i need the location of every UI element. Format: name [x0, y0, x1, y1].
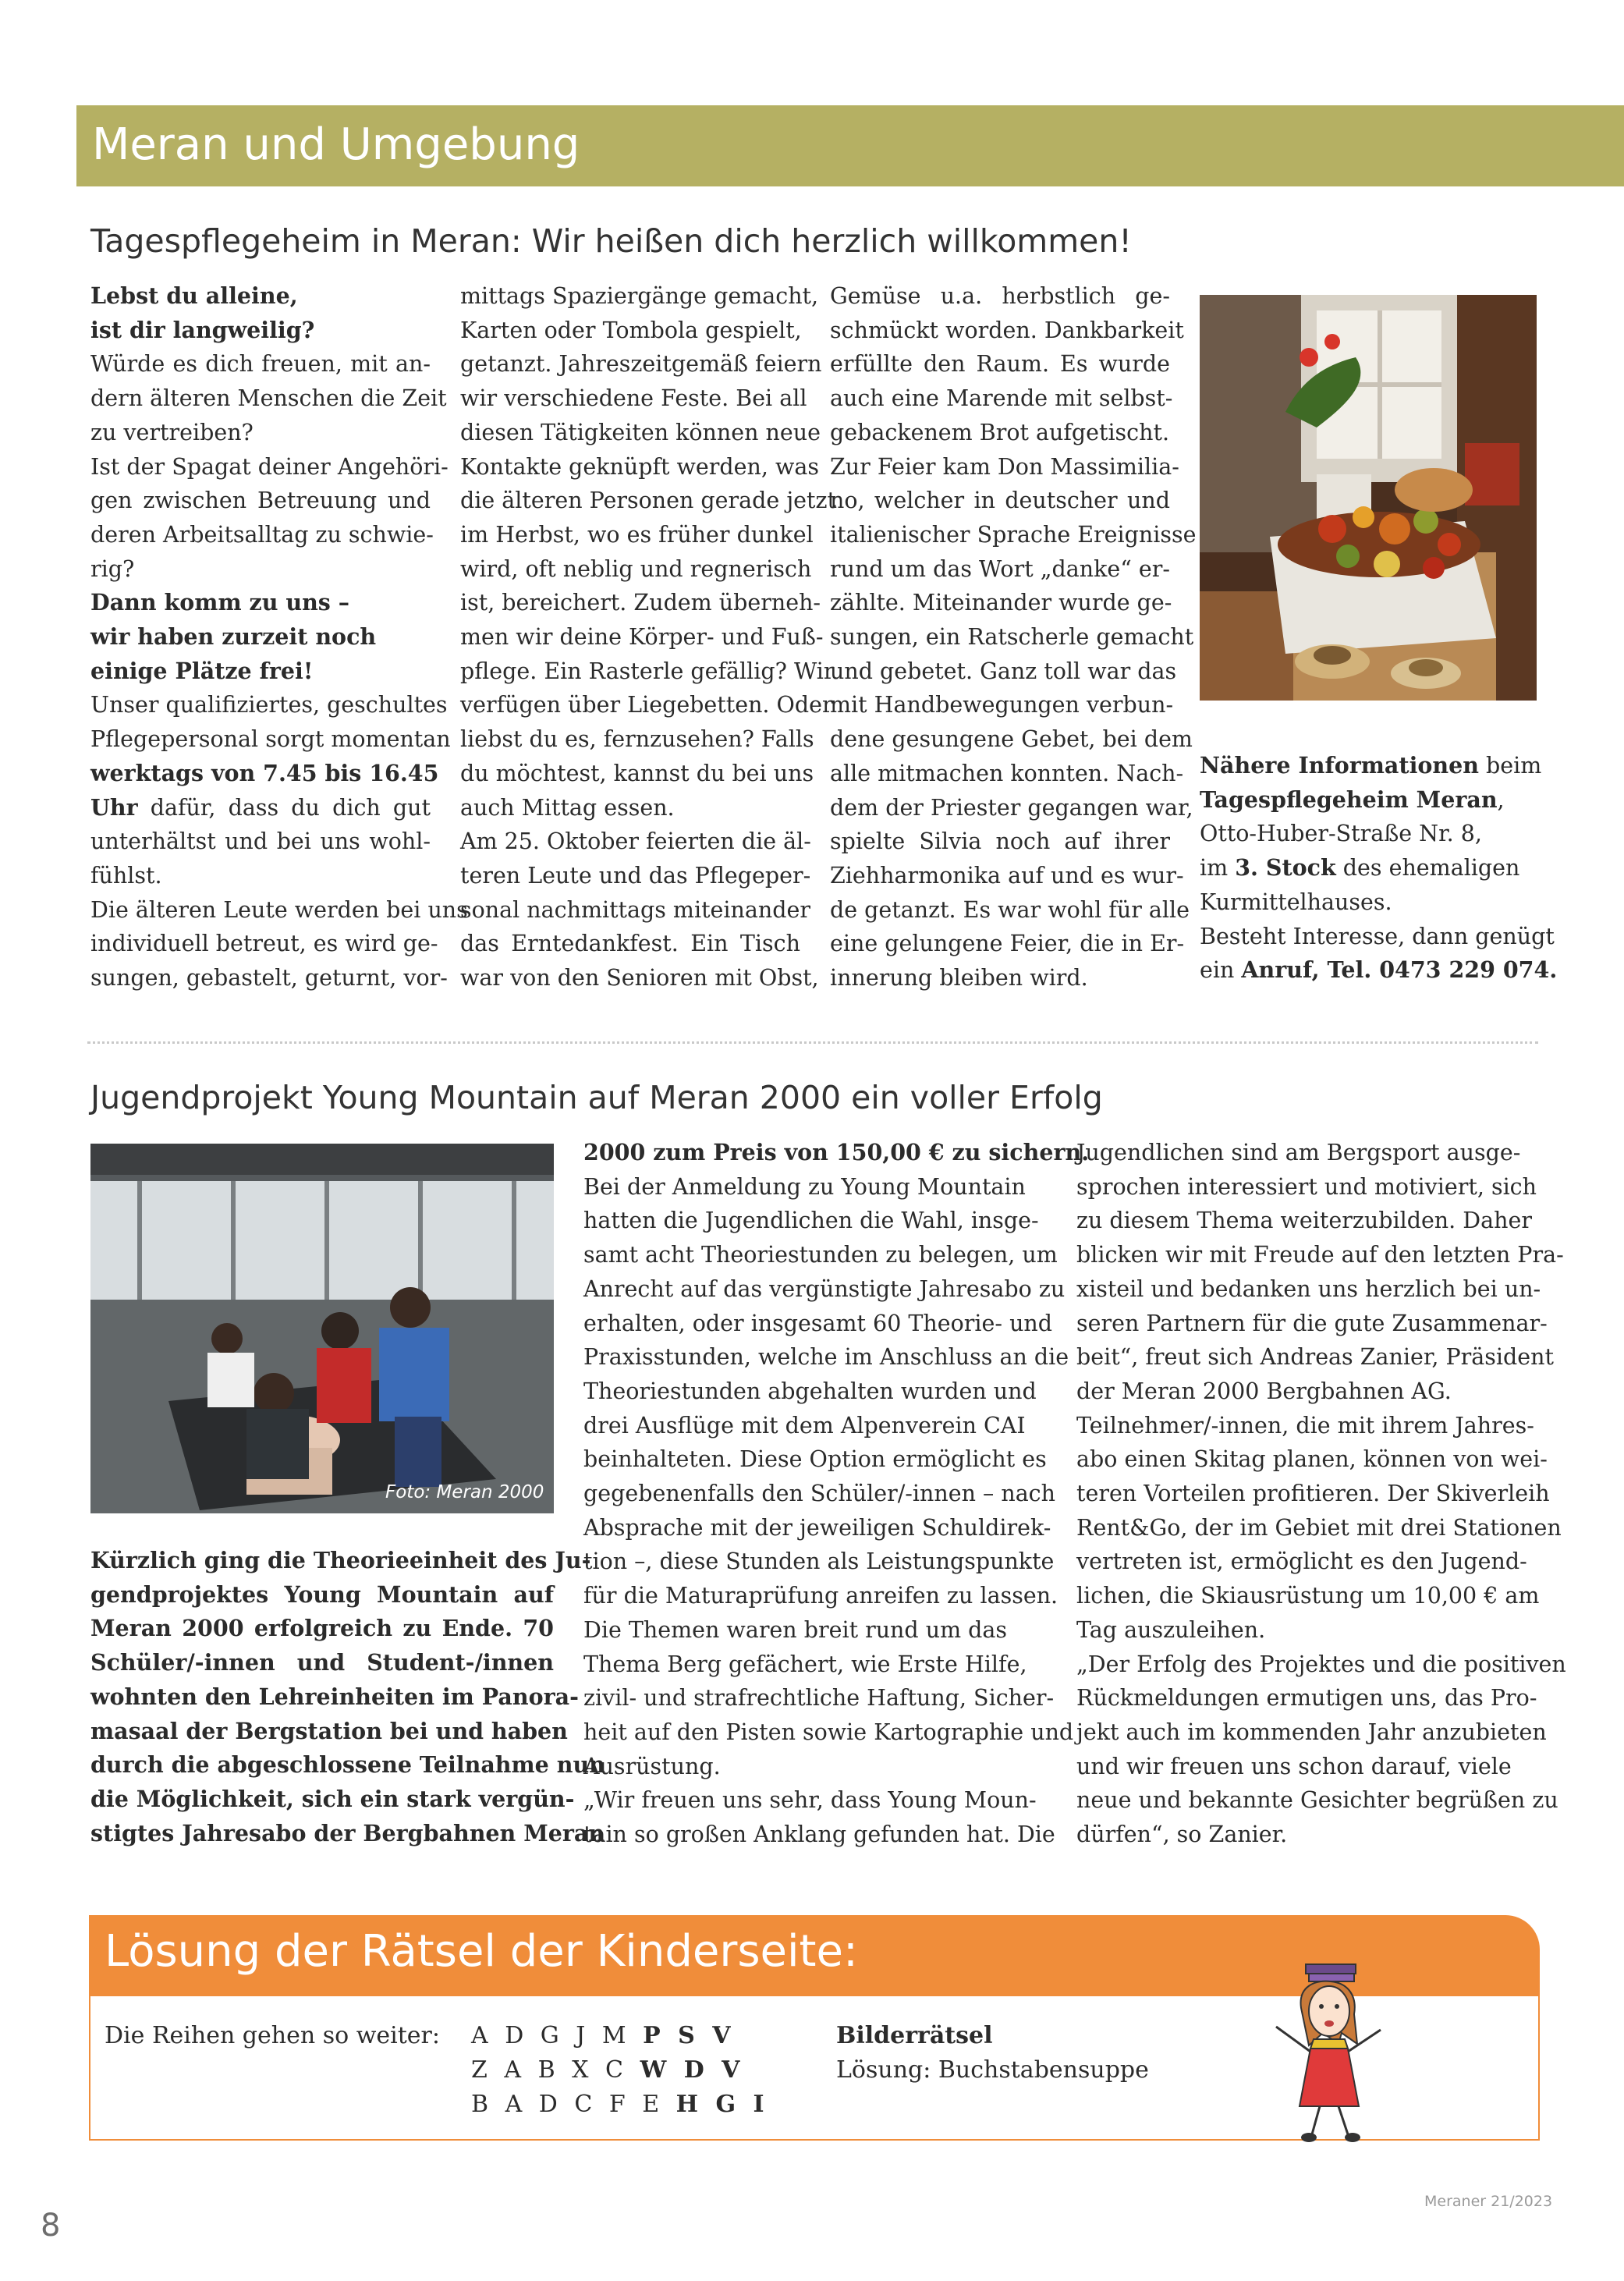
text-line: beit“, freut sich Andreas Zanier, Präsident: [1076, 1344, 1554, 1371]
text-line: Tag auszuleihen.: [1076, 1616, 1266, 1643]
text-line: im 3. Stock des ehemaligen: [1200, 854, 1520, 882]
text-line: Tagespflegeheim Meran,: [1200, 786, 1505, 813]
text-line: Rent&Go, der im Gebiet mit drei Stationen: [1076, 1514, 1562, 1541]
lead-line: Schüler/-innen und Student-/innen: [90, 1649, 554, 1676]
text-line: gegebenenfalls den Schüler/-innen – nach: [583, 1481, 1055, 1507]
text-line: heit auf den Pisten sowie Kartographie und: [583, 1719, 1074, 1745]
text-line: hatten die Jugendlichen die Wahl, insge-: [583, 1208, 1039, 1234]
text-line: verfügen über Liegebetten. Oder: [460, 692, 833, 718]
text-line: Unser qualifiziertes, geschultes: [90, 692, 448, 718]
text-line: Kurmittelhauses.: [1200, 889, 1392, 915]
text-line: spielte Silvia noch auf ihrer: [830, 828, 1170, 855]
text-line: „Wir freuen uns sehr, dass Young Moun-: [583, 1787, 1037, 1814]
text-line: das Erntedankfest. Ein Tisch: [460, 931, 800, 957]
text-line: teren Leute und das Pflegeper-: [460, 862, 811, 889]
text-line: zivil- und strafrechtliche Haftung, Sicher-: [583, 1685, 1055, 1712]
text-line: samt acht Theoriestunden zu belegen, um: [583, 1242, 1058, 1268]
sequence-row: Z A B X C W D V: [471, 2056, 745, 2084]
text-line: lichen, die Skiausrüstung um 10,00 € am: [1076, 1583, 1540, 1609]
text-line: Kontakte geknüpft werden, was: [460, 453, 820, 480]
text-line: Ausrüstung.: [583, 1753, 721, 1779]
lead-line: Kürzlich ging die Theorieeinheit des Ju-: [90, 1547, 591, 1573]
text-line: sonal nachmittags miteinander: [460, 896, 810, 923]
text-line: Bei der Anmeldung zu Young Mountain: [583, 1173, 1026, 1200]
article2-lead: [90, 1544, 605, 1850]
text-line: Anrecht auf das vergünstigte Jahresabo zu: [583, 1275, 1066, 1302]
text-line: der Meran 2000 Bergbahnen AG.: [1076, 1378, 1452, 1404]
text-line: unterhältst und bei uns wohl-: [90, 828, 431, 855]
sequence-answer: P S V: [643, 2022, 736, 2049]
text-line: sungen, gebastelt, geturnt, vor-: [90, 965, 448, 992]
text-line: zählte. Miteinander wurde ge-: [830, 590, 1172, 616]
article-divider: [87, 1041, 1538, 1044]
text-line: Würde es dich freuen, mit an-: [90, 351, 431, 378]
text-line: tain so großen Anklang gefunden hat. Die: [583, 1822, 1055, 1848]
article2-headline: Jugendprojekt Young Mountain auf Meran 2000 ein voller Erfolg: [90, 1079, 1103, 1116]
text-line: zu vertreiben?: [90, 419, 254, 445]
text-line: schmückt worden. Dankbarkeit: [830, 317, 1184, 343]
text-line: Otto-Huber-Straße Nr. 8,: [1200, 821, 1482, 847]
text-line: seren Partnern für die gute Zusammenar-: [1076, 1310, 1548, 1336]
text-line: men wir deine Körper- und Fuß-: [460, 624, 824, 651]
text-line: deren Arbeitsalltag zu schwie-: [90, 521, 434, 548]
section-title: Meran und Umgebung: [92, 119, 580, 170]
text-line: dern älteren Menschen die Zeit: [90, 385, 447, 412]
sequence-intro: Die Reihen gehen so weiter:: [105, 2022, 440, 2049]
text-line: Absprache mit der jeweiligen Schuldirek-: [583, 1514, 1051, 1541]
text-line: Lebst du alleine,: [90, 282, 298, 309]
article1-column-2: [460, 279, 836, 995]
text-line: mit Handbewegungen verbun-: [830, 692, 1174, 718]
text-line: die älteren Personen gerade jetzt: [460, 488, 836, 514]
picture-puzzle-title: Bilderrätsel: [836, 2022, 993, 2049]
issue-label: Meraner 21/2023: [1424, 2193, 1553, 2210]
text-line: vertreten ist, ermöglicht es den Jugend-: [1076, 1548, 1527, 1575]
text-line: Am 25. Oktober feierten die äl-: [460, 828, 811, 855]
text-line: werktags von 7.45 bis 16.45: [90, 759, 439, 786]
text-line: tion –, diese Stunden als Leistungspunkte: [583, 1548, 1055, 1575]
article1-column-1: [90, 279, 468, 995]
girl-with-books-illustration: [1261, 1958, 1393, 2145]
text-line: zu diesem Thema weiterzubilden. Daher: [1076, 1208, 1532, 1234]
text-line: und wir freuen uns schon darauf, viele: [1076, 1753, 1512, 1779]
text-line: und gebetet. Ganz toll war das: [830, 658, 1177, 684]
text-line: Gemüse u.a. herbstlich ge-: [830, 283, 1170, 309]
photo-credit: Foto: Meran 2000: [385, 1482, 544, 1502]
text-line: teren Vorteilen profitieren. Der Skiverleih: [1076, 1481, 1550, 1507]
text-line: im Herbst, wo es früher dunkel: [460, 521, 814, 548]
text-line: rig?: [90, 555, 135, 582]
lead-line: gendprojektes Young Mountain auf: [90, 1580, 554, 1608]
text-line: beinhalteten. Diese Option ermöglicht es: [583, 1446, 1047, 1473]
text-line: auch Mittag essen.: [460, 794, 675, 821]
text-line: Die älteren Leute werden bei uns: [90, 896, 468, 923]
text-line: getanzt. Jahreszeitgemäß feiern: [460, 351, 822, 378]
contact-info: [1200, 749, 1558, 988]
text-line: blicken wir mit Freude auf den letzten Pra-: [1076, 1242, 1564, 1268]
text-line: pflege. Ein Rasterle gefällig? Wir: [460, 658, 835, 684]
text-line: Jugendlichen sind am Bergsport ausge-: [1076, 1140, 1521, 1165]
text-line: Dann komm zu uns –: [90, 589, 350, 616]
text-line: ein Anruf, Tel. 0473 229 074.: [1200, 956, 1558, 984]
text-line: Pflegepersonal sorgt momentan: [90, 726, 451, 753]
text-line: war von den Senioren mit Obst,: [460, 965, 819, 992]
text-line: ist dir langweilig?: [90, 316, 315, 343]
text-line: abo einen Skitag planen, können von wei-: [1076, 1446, 1548, 1473]
text-line: auch eine Marende mit selbst-: [830, 385, 1173, 412]
text-line: Nähere Informationen beim: [1200, 752, 1542, 779]
page-number: 8: [41, 2208, 61, 2244]
text-line: no, welcher in deutscher und: [830, 488, 1170, 514]
text-line: individuell betreut, es wird ge-: [90, 931, 438, 957]
text-line: Die Themen waren breit rund um das: [583, 1616, 1008, 1643]
text-line: drei Ausflüge mit dem Alpenverein CAI: [583, 1412, 1026, 1438]
text-line: de getanzt. Es war wohl für alle: [830, 896, 1190, 923]
text-line: wir verschiedene Feste. Bei all: [460, 385, 807, 412]
text-line: gen zwischen Betreuung und: [90, 488, 431, 514]
text-line: dene gesungene Gebet, bei dem: [830, 726, 1193, 753]
sequence-answer: W D V: [640, 2056, 745, 2084]
text-line: Besteht Interesse, dann genügt: [1200, 923, 1555, 949]
lead-line: stigtes Jahresabo der Bergbahnen Meran: [90, 1819, 605, 1846]
text-line: fühlst.: [90, 862, 162, 889]
text-line: Rückmeldungen ermutigen uns, das Pro-: [1076, 1685, 1537, 1712]
text-line: erfüllte den Raum. Es wurde: [830, 351, 1170, 378]
text-line: gebackenem Brot aufgetischt.: [830, 419, 1170, 445]
article1-column-3: [830, 279, 1197, 995]
sequence-row: B A D C F E H G I: [471, 2091, 769, 2118]
text-line: rund um das Wort „danke“ er-: [830, 555, 1170, 582]
first-aid-training-image: [90, 1144, 554, 1513]
text-line: diesen Tätigkeiten können neue: [460, 419, 821, 445]
text-line: Praxisstunden, welche im Anschluss an die: [583, 1344, 1069, 1371]
text-line: alle mitmachen konnten. Nach-: [830, 760, 1184, 786]
solution-title: Lösung der Rätsel der Kinderseite:: [105, 1926, 858, 1977]
text-line: Ist der Spagat deiner Angehöri-: [90, 453, 449, 480]
text-line: erhalten, oder insgesamt 60 Theorie- und: [583, 1310, 1053, 1336]
text-line: dürfen“, so Zanier.: [1076, 1822, 1288, 1848]
lead-line: durch die abgeschlossene Teilnahme nun: [90, 1751, 605, 1779]
lead-line: Meran 2000 erfolgreich zu Ende. 70: [90, 1615, 554, 1642]
harvest-table-photo: [1200, 295, 1537, 701]
text-line: Ziehharmonika auf und es wur-: [830, 862, 1184, 889]
text-line: mittags Spaziergänge gemacht,: [460, 283, 819, 309]
text-line: neue und bekannte Gesichter begrüßen zu: [1076, 1787, 1558, 1814]
text-line: „Der Erfolg des Projektes und die positiven: [1076, 1651, 1566, 1677]
text-line: Teilnehmer/-innen, die mit ihrem Jahres-: [1076, 1412, 1534, 1438]
article2-column-2: [583, 1136, 1090, 1852]
text-line: Uhr dafür, dass du dich gut: [90, 793, 431, 821]
article2-column-3: [1076, 1136, 1566, 1852]
harvest-table-image: [1200, 295, 1537, 701]
sequence-row: A D G J M P S V: [471, 2022, 736, 2049]
text-line: wird, oft neblig und regnerisch: [460, 555, 812, 582]
lead-line: masaal der Bergstation bei und haben: [90, 1717, 568, 1744]
text-line: Karten oder Tombola gespielt,: [460, 317, 802, 343]
lead-line: die Möglichkeit, sich ein stark vergün-: [90, 1785, 575, 1812]
text-line: Zur Feier kam Don Massimilia-: [830, 453, 1179, 480]
text-line: für die Maturaprüfung anreifen zu lassen.: [583, 1583, 1058, 1609]
text-line: wir haben zurzeit noch: [90, 623, 377, 651]
text-line: dem der Priester gegangen war,: [830, 794, 1193, 821]
text-line: sungen, ein Ratscherle gemacht: [830, 624, 1194, 651]
text-line: einige Plätze frei!: [90, 657, 314, 684]
text-line: liebst du es, fernzusehen? Falls: [460, 726, 814, 753]
text-line: Theoriestunden abgehalten wurden und: [583, 1378, 1037, 1404]
lead-line: wohnten den Lehreinheiten im Panora-: [90, 1683, 579, 1710]
text-line: eine gelungene Feier, die in Er-: [830, 931, 1185, 957]
text-line: ist, bereichert. Zudem überneh-: [460, 590, 821, 616]
text-line: 2000 zum Preis von 150,00 € zu sichern.: [583, 1139, 1090, 1165]
text-line: sprochen interessiert und motiviert, sich: [1076, 1173, 1537, 1200]
text-line: xisteil und bedanken uns herzlich bei un-: [1076, 1275, 1541, 1302]
first-aid-training-photo: [90, 1144, 554, 1513]
text-line: Thema Berg gefächert, wie Erste Hilfe,: [583, 1651, 1027, 1677]
article1-headline: Tagespflegeheim in Meran: Wir heißen dich herzlich willkommen!: [90, 222, 1132, 260]
text-line: innerung bleiben wird.: [830, 965, 1088, 992]
section-header: [76, 105, 1624, 186]
text-line: italienischer Sprache Ereignisse: [830, 521, 1197, 548]
text-line: du möchtest, kannst du bei uns: [460, 760, 814, 786]
text-line: jekt auch im kommenden Jahr anzubieten: [1076, 1719, 1547, 1745]
sequence-answer: H G I: [675, 2091, 769, 2118]
picture-puzzle-solution: Lösung: Buchstabensuppe: [836, 2056, 1149, 2084]
